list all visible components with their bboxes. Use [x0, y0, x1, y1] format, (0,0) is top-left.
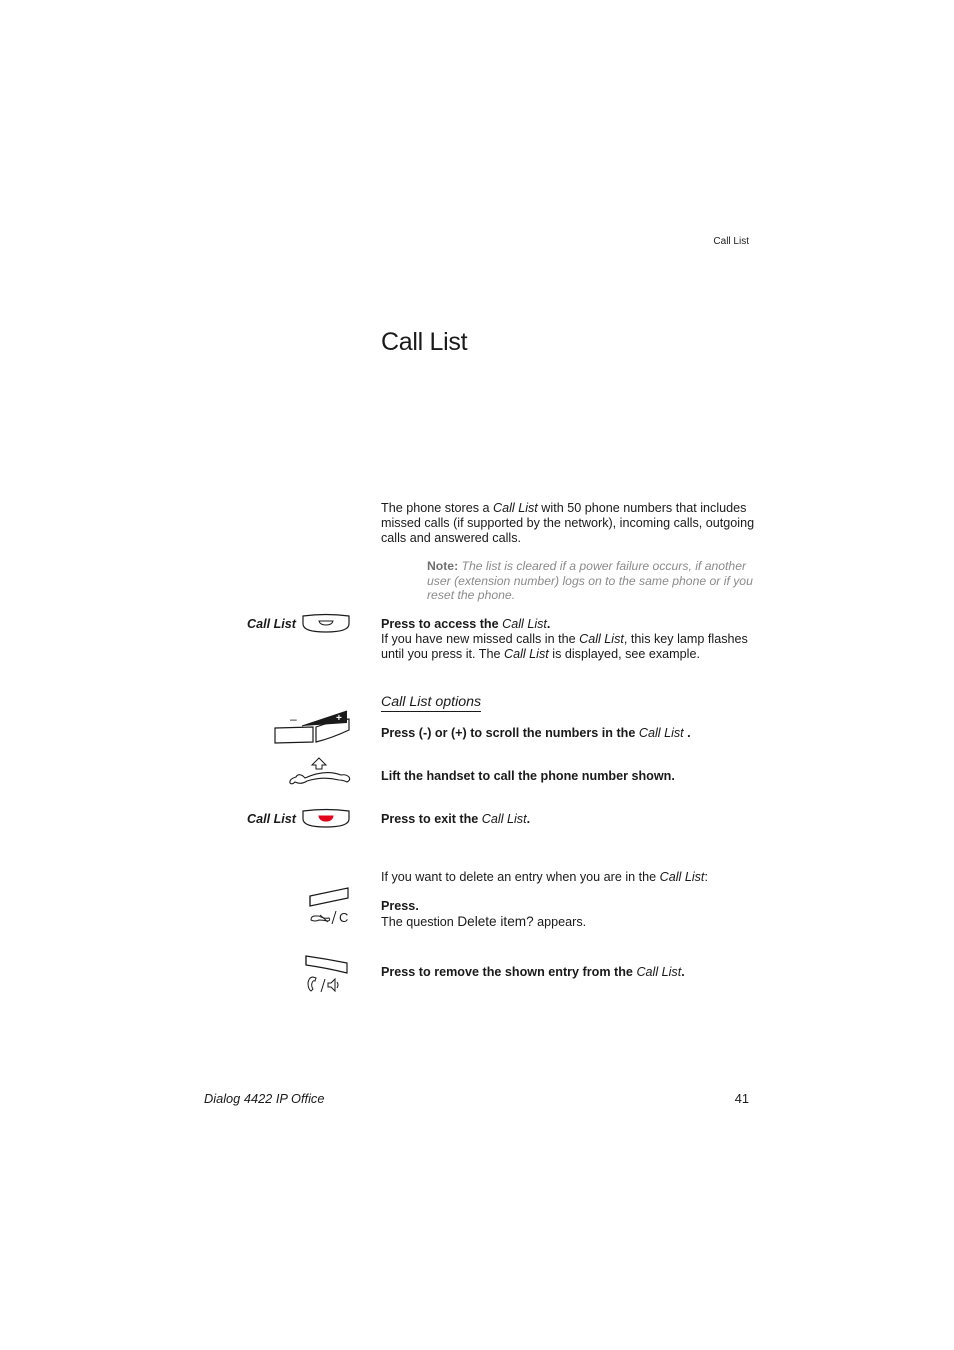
- footer-product: Dialog 4422 IP Office: [204, 1091, 325, 1106]
- call-list-key-lit-icon[interactable]: [301, 809, 351, 829]
- intro-paragraph: The phone stores a Call List with 50 phone numbers that includes missed calls (if supported by the network), incoming calls, outgoing calls and answered calls.: [381, 501, 755, 545]
- step-exit: Press to exit the Call List.: [381, 812, 531, 826]
- step-remove-entry: Press to remove the shown entry from the Call List.: [381, 965, 685, 979]
- speaker-key-icon[interactable]: [303, 953, 351, 995]
- step-press-clear: Press. The question Delete item? appears.: [381, 899, 587, 929]
- call-list-key-icon[interactable]: [301, 614, 351, 634]
- note: Note: The list is cleared if a power failure occurs, if another user (extension number) logs on to the same phone or if you reset the phone.: [427, 559, 753, 602]
- step-lift-handset: Lift the handset to call the phone number shown.: [381, 769, 675, 783]
- delete-intro: If you want to delete an entry when you are in the Call List:: [381, 870, 708, 884]
- clear-key-icon[interactable]: [307, 886, 353, 926]
- page-title: Call List: [381, 328, 468, 356]
- call-list-exit-key-label: Call List: [247, 812, 296, 826]
- handset-icon[interactable]: [287, 756, 353, 786]
- svg-text:+: +: [336, 713, 342, 724]
- options-heading: Call List options: [381, 694, 482, 710]
- step-scroll: Press (-) or (+) to scroll the numbers in the Call List .: [381, 726, 691, 740]
- running-header: Call List: [713, 236, 749, 247]
- volume-keys-icon[interactable]: [272, 708, 352, 746]
- svg-text:C: C: [339, 910, 349, 925]
- svg-text:–: –: [290, 712, 297, 726]
- call-list-key-label: Call List: [247, 617, 296, 631]
- step-access: Press to access the Call List. If you have new missed calls in the Call List, this key lamp flashes until you press it. The Call List is displayed, see example.: [381, 617, 748, 661]
- page-number: 41: [734, 1091, 749, 1106]
